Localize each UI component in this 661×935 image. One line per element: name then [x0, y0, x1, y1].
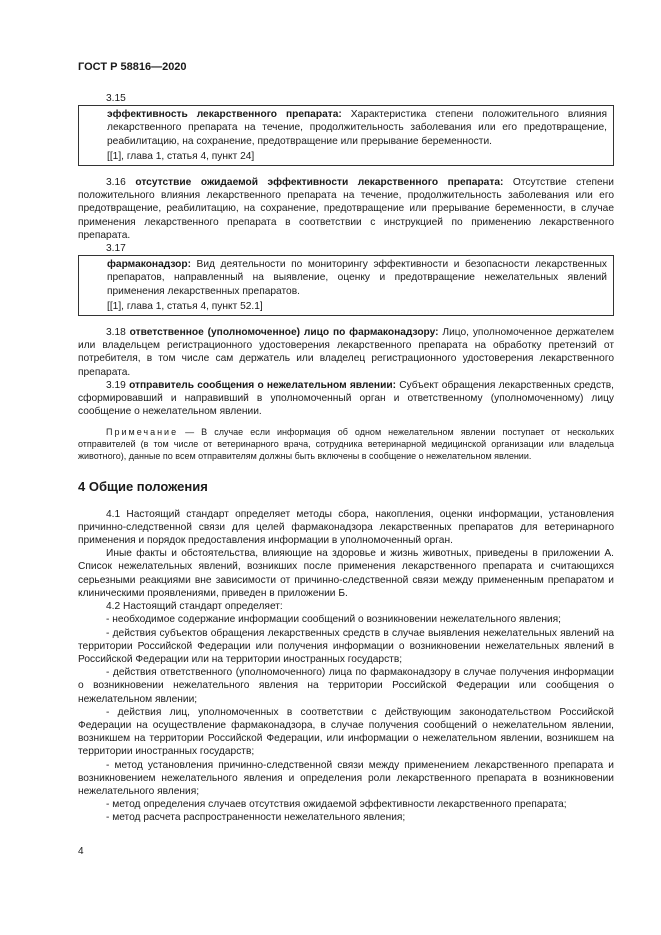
term-box-3-17 — [78, 255, 614, 316]
term-3-19-title: отправитель сообщения о нежелательном явлении: — [129, 379, 397, 391]
term-3-16-definition: Отсутствие степени положительного влияния лекарственного препарата на течение, продолжительность заболевания или его предотвращение, реабилитацию, на сохранение, предотвращение или прерывание беременности, в случае применения лекарственного препарата в соответствии с инструкцией по применению лекарственного препарата. — [78, 177, 614, 241]
list-item: - метод расчета распространенности нежелательного явления; — [106, 812, 406, 824]
term-3-15-title: эффективность лекарственного препарата: — [107, 109, 342, 121]
term-3-19 — [78, 379, 614, 419]
note-label: Примечание — [106, 427, 179, 438]
page-number: 4 — [78, 846, 84, 857]
list-item: - действия субъектов обращения лекарственных средств в случае выявления нежелательных явлений на территории Российской Федерации или получения информации о возникновении нежелательных явлений в Российской Федерации или на территории иностранных государств; — [78, 627, 614, 665]
term-3-19-definition: Субъект обращения лекарственных средств, сформировавший и направивший в уполномоченный орган и ответственному (уполномоченному) лицу сообщение о нежелательном явлении. — [78, 379, 614, 418]
term-3-16-number: 3.16 — [106, 177, 136, 189]
term-3-18 — [78, 326, 614, 379]
term-3-18-definition: Лицо, уполномоченное держателем или владельцем регистрационного удостоверения лекарственного препарата на обработку претензий от потребителя, в том числе сам держатель или владелец регистрационного удостоверения лекарственного препарата. — [78, 327, 614, 378]
term-3-17-definition: Вид деятельности по мониторингу эффективности и безопасности лекарственных препаратов, направленный на выявление, оценку и предотвращение нежелательных явлений применения лекарственных препаратов. — [107, 259, 607, 297]
term-number-3-15: 3.15 — [106, 93, 126, 104]
term-3-17 — [107, 258, 607, 298]
term-box-3-15 — [78, 105, 614, 166]
page-content — [78, 92, 614, 825]
term-3-16 — [78, 176, 614, 242]
term-number-3-17: 3.17 — [106, 243, 126, 255]
paragraph-4-2: 4.2 Настоящий стандарт определяет: — [106, 601, 283, 613]
term-3-17-title: фармаконадзор: — [107, 259, 191, 271]
term-3-18-number: 3.18 — [106, 327, 130, 339]
term-3-18-title: ответственное (уполномоченное) лицо по фармаконадзору: — [129, 327, 439, 339]
list-item: - метод установления причинно-следственной связи между применением лекарственного препарата и возникновением нежелательного явления и определения роли лекарственного препарата в возникновении нежелательного явления; — [78, 759, 614, 797]
list-item: - метод определения случаев отсутствия ожидаемой эффективности лекарственного препарата; — [106, 799, 567, 811]
standard-header: ГОСТ Р 58816—2020 — [78, 61, 187, 73]
note — [78, 426, 614, 462]
list-item: - действия лиц, уполномоченных в соответствии с действующим законодательством Российской Федерации на осуществление фармаконадзора, в случае получения сообщений о нежелательном явлении, возникшем на территории Российской Федерации, или информации о нежелательном явлении, возникшем на территории иностранных государств; — [78, 706, 614, 758]
term-3-16-title: отсутствие ожидаемой эффективности лекарственного препарата: — [135, 177, 504, 189]
note-text: — В случае если информация об одном нежелательном явлении поступает от нескольких отправителей (в том числе от ветеринарного врача, сотрудника ветеринарной медицинской организации или владельца животного), данные по всем отправителям должны быть включены в сообщение о нежелательном явлении. — [78, 427, 614, 462]
section-4-heading: 4 Общие положения — [78, 479, 208, 495]
term-3-15 — [107, 108, 607, 148]
paragraph-other-facts: Иные факты и обстоятельства, влияющие на здоровье и жизнь животных, приведены в приложении А. Список нежелательных явлений, возникших после применения лекарственного препарата и считающихся серьезными реакциями вне зависимости от причинно-следственной связи между примененным препаратом и клиническими проявлениями, приведен в приложении Б. — [78, 548, 614, 599]
term-3-17-reference: [[1], глава 1, статья 4, пункт 52.1] — [107, 300, 263, 312]
list-item: - необходимое содержание информации сообщений о возникновении нежелательного явления; — [106, 614, 561, 626]
term-3-15-definition: Характеристика степени положительного влияния лекарственного препарата на течение, продолжительность заболевания или его предотвращение, реабилитацию, на сохранение, предотвращение или прерывание беременности. — [107, 109, 607, 147]
list-item: - действия ответственного (уполномоченного) лица по фармаконадзору в случае получения информации о возникновении нежелательного явления на территории Российской Федерации или сообщения о нежелательном явлении; — [78, 667, 614, 705]
paragraph-4-1: 4.1 Настоящий стандарт определяет методы сбора, накопления, оценки информации, установления причинно-следственной связи для целей фармаконадзора лекарственных препаратов для ветеринарного применения и порядок предоставления информации в уполномоченный орган. — [78, 508, 614, 547]
term-3-19-number: 3.19 — [106, 379, 130, 391]
term-3-15-reference: [[1], глава 1, статья 4, пункт 24] — [107, 150, 255, 162]
